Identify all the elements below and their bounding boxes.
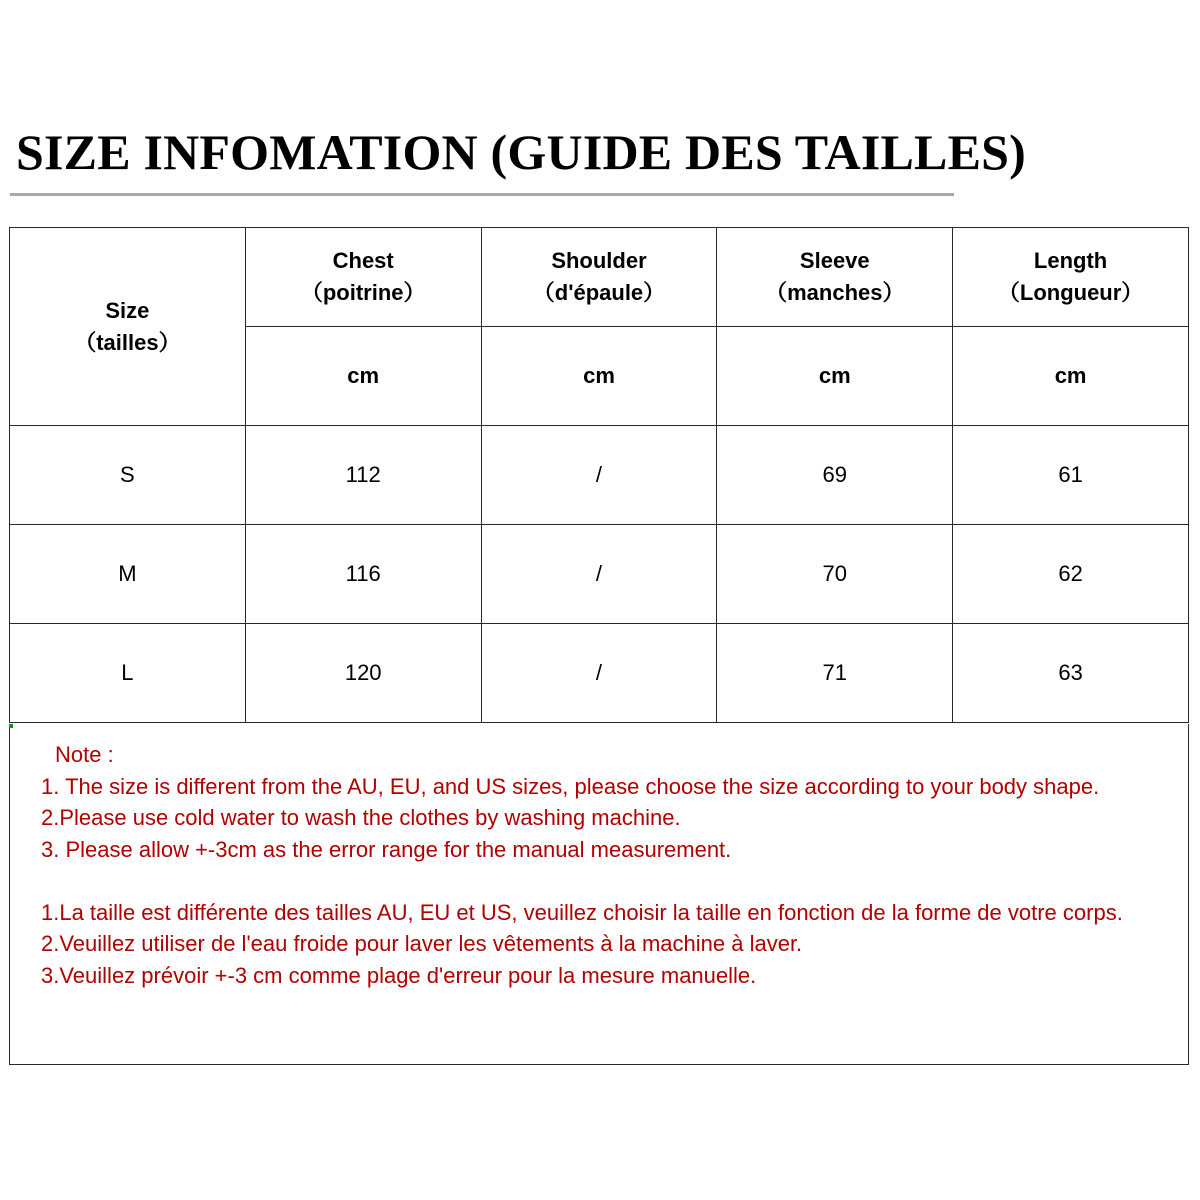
column-header-label-fr: （manches） [765, 280, 905, 305]
size-header-label: Size [105, 297, 150, 323]
length-cell: 62 [953, 525, 1189, 624]
length-cell: 61 [953, 426, 1189, 525]
sleeve-cell: 70 [717, 525, 953, 624]
chest-cell: 116 [245, 525, 481, 624]
note-label: Note : [55, 742, 114, 767]
size-header-label-fr: （tailles） [74, 329, 181, 355]
table-row-m [10, 525, 1189, 624]
note-line-en-1: 1. The size is different from the AU, EU, and US sizes, please choose the size according to your body shape. [41, 773, 1100, 799]
unit-cell: cm [481, 327, 717, 426]
column-header-shoulder [481, 228, 717, 327]
length-cell: 63 [953, 624, 1189, 723]
column-header-label: Chest [332, 248, 394, 273]
shoulder-cell: / [481, 624, 717, 723]
page-title: SIZE INFOMATION (GUIDE DES TAILLES) [16, 124, 1027, 180]
unit-cell: cm [717, 327, 953, 426]
chest-cell: 112 [245, 426, 481, 525]
column-header-label: Sleeve [799, 248, 870, 273]
note-line-en-3: 3. Please allow +-3cm as the error range for the manual measurement. [41, 836, 732, 862]
sleeve-cell: 69 [717, 426, 953, 525]
unit-cell: cm [245, 327, 481, 426]
size-cell: L [10, 624, 246, 723]
corner-marker [9, 724, 13, 728]
sleeve-cell: 71 [717, 624, 953, 723]
column-header-label: Shoulder [551, 248, 647, 273]
note-line-en-2: 2.Please use cold water to wash the clothes by washing machine. [41, 805, 681, 830]
size-cell: S [10, 426, 246, 525]
table-header-row [10, 228, 1189, 327]
column-header-label: Length [1033, 248, 1108, 273]
column-header-label-fr: （poitrine） [300, 280, 426, 305]
notes-box [9, 724, 1189, 1065]
size-chart-table [9, 227, 1189, 723]
unit-cell: cm [953, 327, 1189, 426]
table-row-l [10, 624, 1189, 723]
note-line-fr-2: 2.Veuillez utiliser de l'eau froide pour laver les vêtements à la machine à laver. [41, 931, 803, 956]
shoulder-cell: / [481, 426, 717, 525]
column-header-length [953, 228, 1189, 327]
size-cell: M [10, 525, 246, 624]
note-line-fr-3: 3.Veuillez prévoir +-3 cm comme plage d'erreur pour la mesure manuelle. [41, 962, 757, 988]
column-header-label-fr: （Longueur） [997, 280, 1144, 305]
chest-cell: 120 [245, 624, 481, 723]
size-header-cell [10, 228, 246, 426]
column-header-label-fr: （d'épaule） [532, 280, 666, 305]
title-underline [10, 193, 954, 196]
table-row-s [10, 426, 1189, 525]
shoulder-cell: / [481, 525, 717, 624]
note-spacer [41, 865, 1170, 897]
note-line-fr-1: 1.La taille est différente des tailles AU, EU et US, veuillez choisir la taille en fonction de la forme de votre corps. [41, 899, 1123, 925]
column-header-sleeve [717, 228, 953, 327]
column-header-chest [245, 228, 481, 327]
